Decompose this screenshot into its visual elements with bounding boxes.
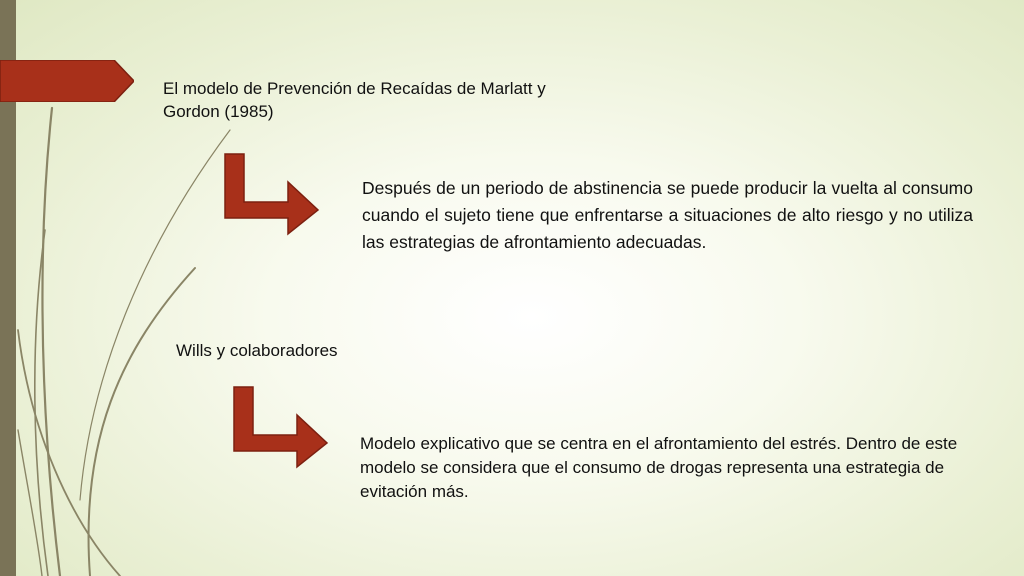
paragraph-marlatt: Después de un periodo de abstinencia se puede producir la vuelta al consumo cuando el sujeto tiene que enfrentarse a situaciones de alto riesgo y no utiliza las estrategias de afrontamiento adecuadas. [362, 178, 973, 252]
bent-arrow-icon [220, 152, 320, 236]
bent-arrow-icon [229, 385, 329, 469]
subtitle-wills: Wills y colaboradores [176, 341, 338, 360]
slide-title: El modelo de Prevención de Recaídas de Marlatt y Gordon (1985) [163, 79, 546, 121]
title-tab-icon [0, 60, 134, 102]
paragraph-wills: Modelo explicativo que se centra en el afrontamiento del estrés. Dentro de este modelo se considera que el consumo de drogas representa una estrategia de evitación más. [360, 434, 958, 501]
